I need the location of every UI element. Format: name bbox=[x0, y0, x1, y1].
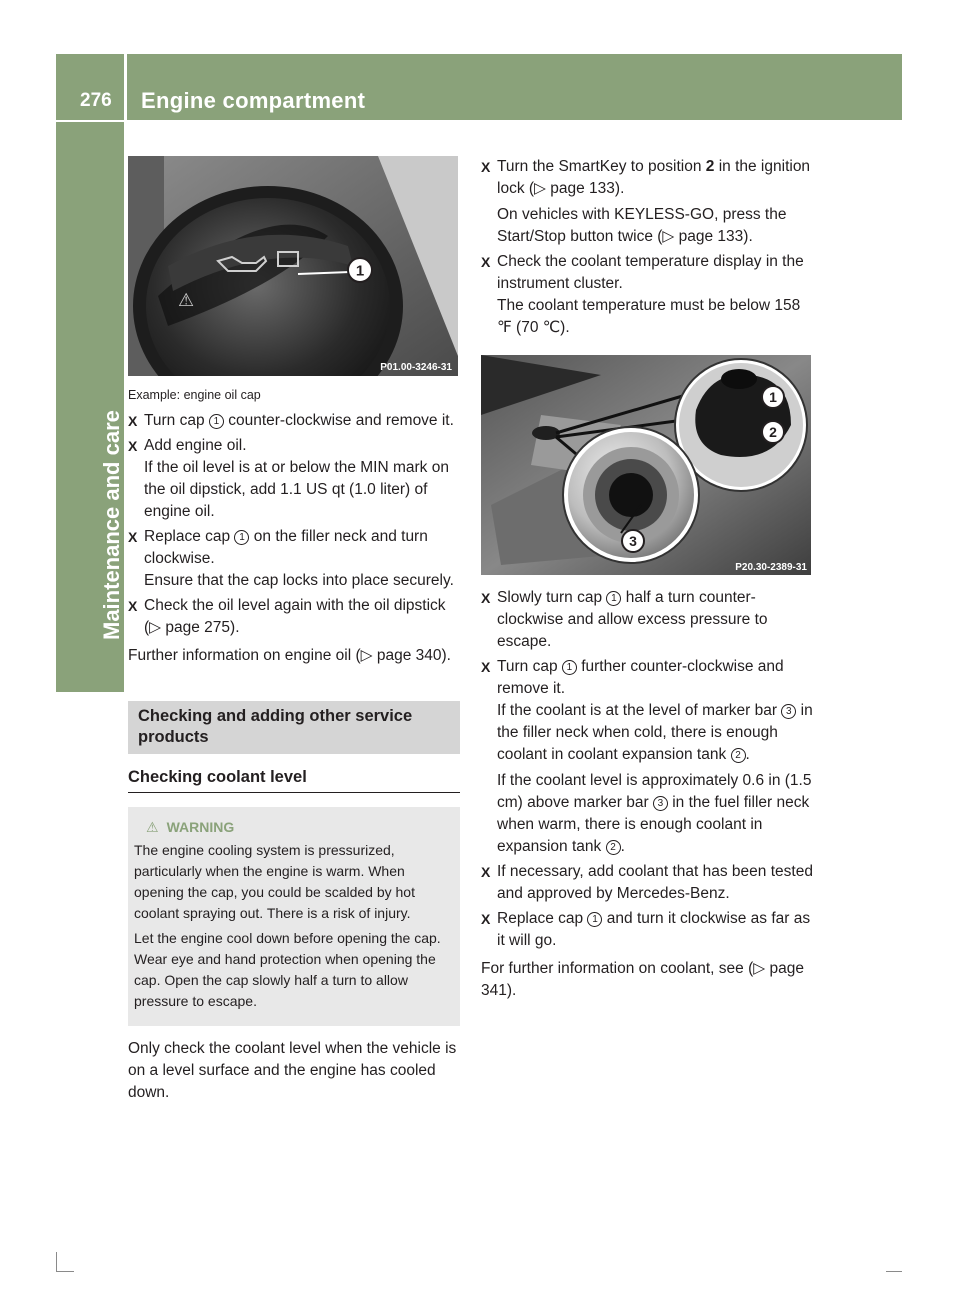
crop-mark bbox=[886, 1271, 902, 1272]
warning-title: WARNING bbox=[166, 819, 235, 835]
step-arrow-icon: X bbox=[128, 598, 138, 614]
coolant-tank-figure bbox=[481, 355, 811, 575]
further-info-oil: Further information on engine oil (▷ page 340). bbox=[128, 647, 451, 664]
warning-text-2: Let the engine cool down before opening the cap. Wear eye and hand protection when opening the cap. Open the cap slowly half a turn to allow pressure to escape. bbox=[134, 930, 441, 1009]
warning-triangle-icon: ⚠ bbox=[146, 819, 159, 835]
coolant-tank-illustration bbox=[481, 355, 811, 575]
sub-heading: Checking coolant level bbox=[128, 766, 460, 793]
crop-mark bbox=[56, 1252, 57, 1272]
step-replace-cap: X Replace cap 1 on the filler neck and turn clockwise. Ensure that the cap locks into place securely. bbox=[128, 528, 454, 589]
callout-1: 1 bbox=[587, 912, 602, 927]
step-arrow-icon: X bbox=[481, 590, 491, 606]
side-tab-label: Maintenance and care bbox=[99, 410, 124, 640]
step-arrow-icon: X bbox=[481, 911, 491, 927]
figure2-callout-2: 2 bbox=[769, 424, 777, 440]
step-turn-cap: X Turn cap 1 counter-clockwise and remove it. bbox=[128, 410, 460, 432]
figure2-callout-3: 3 bbox=[629, 533, 637, 549]
step-slowly-turn: X Slowly turn cap 1 half a turn counter-clockwise and allow excess pressure to escape. bbox=[481, 589, 768, 650]
figure1-code: P01.00-3246-31 bbox=[380, 362, 452, 373]
figure1-callout: 1 bbox=[355, 262, 365, 280]
callout-1: 1 bbox=[562, 660, 577, 675]
step-check-oil: X Check the oil level again with the oil dipstick (▷ page 275). bbox=[128, 597, 446, 636]
step-smartkey: X Turn the SmartKey to position 2 in the ignition lock (▷ page 133). On vehicles with KEYLESS-GO, press the Start/Stop button twice (▷ page 133). bbox=[481, 158, 811, 245]
warning-box bbox=[128, 807, 460, 1026]
step-arrow-icon: X bbox=[481, 864, 491, 880]
step-arrow-icon: X bbox=[481, 659, 491, 675]
figure1-caption: Example: engine oil cap bbox=[128, 388, 261, 402]
callout-1: 1 bbox=[606, 591, 621, 606]
step-arrow-icon: X bbox=[128, 529, 138, 545]
header-divider bbox=[124, 54, 127, 120]
callout-2: 2 bbox=[606, 840, 621, 855]
callout-3: 3 bbox=[781, 704, 796, 719]
section-heading: Checking and adding other service products bbox=[128, 701, 460, 754]
step-check-temp: X Check the coolant temperature display in the instrument cluster. The coolant temperature must be below 158 ℉ (70 ℃). bbox=[481, 253, 804, 336]
page-number: 276 bbox=[80, 90, 112, 111]
step-arrow-icon: X bbox=[128, 413, 138, 429]
svg-text:⚠: ⚠ bbox=[178, 290, 195, 311]
figure2-callout-1: 1 bbox=[769, 389, 777, 405]
engine-oil-cap-illustration bbox=[128, 156, 458, 376]
step-arrow-icon: X bbox=[481, 254, 491, 270]
callout-2: 2 bbox=[731, 748, 746, 763]
step-add-coolant: X If necessary, add coolant that has been tested and approved by Mercedes-Benz. bbox=[481, 863, 813, 902]
callout-3: 3 bbox=[653, 796, 668, 811]
crop-mark bbox=[56, 1271, 74, 1272]
engine-oil-cap-figure bbox=[128, 156, 458, 376]
page-title: Engine compartment bbox=[141, 88, 366, 113]
callout-1: 1 bbox=[234, 530, 249, 545]
further-info-coolant: For further information on coolant, see (▷ page 341). bbox=[481, 960, 804, 999]
step-remove-cap: X Turn cap 1 further counter-clockwise and remove it. If the coolant is at the level of marker bar 3 in the filler neck when cold, there is enough coolant in coolant expansion tank 2 . If the coolant level is approximately 0.6 in (1.5 cm) above marker bar 3 in the fuel filler neck when warm, there is enough coolant in expansion tank 2 . bbox=[481, 658, 813, 855]
step-replace-coolant-cap: X Replace cap 1 and turn it clockwise as far as it will go. bbox=[481, 910, 811, 949]
step-arrow-icon: X bbox=[481, 159, 491, 175]
figure2-code: P20.30-2389-31 bbox=[735, 562, 807, 573]
callout-1: 1 bbox=[209, 414, 224, 429]
step-add-oil: X Add engine oil. If the oil level is at or below the MIN mark on the oil dipstick, add 1.1 US qt (1.0 liter) of engine oil. bbox=[128, 437, 449, 520]
closing-text: Only check the coolant level when the vehicle is on a level surface and the engine has cooled down. bbox=[128, 1040, 457, 1101]
step-arrow-icon: X bbox=[128, 438, 138, 454]
left-column bbox=[128, 156, 460, 1110]
warning-text-1: The engine cooling system is pressurized, particularly when the engine is warm. When opening the cap, you could be scalded by hot coolant spraying out. There is a risk of injury. bbox=[134, 842, 415, 921]
right-column bbox=[481, 156, 813, 1008]
